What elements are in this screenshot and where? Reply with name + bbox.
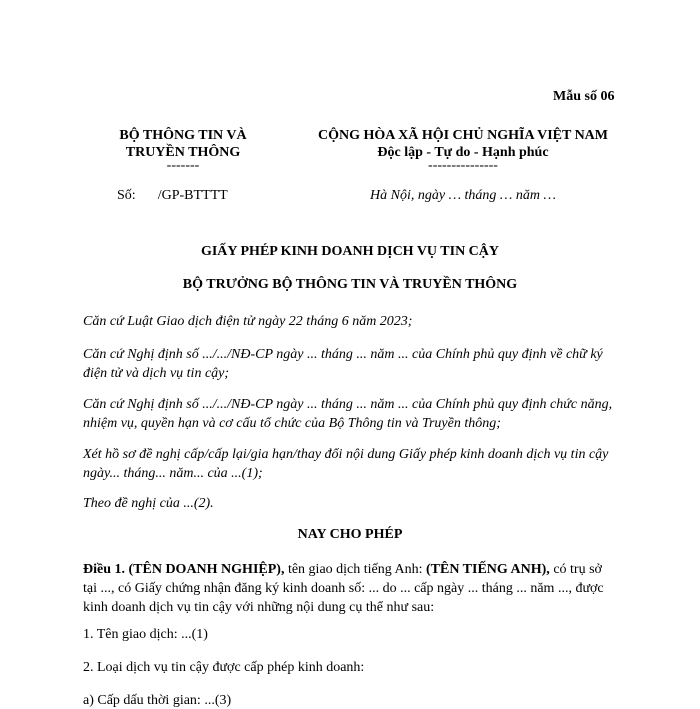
article-1-text-a: tên giao dịch tiếng Anh: — [284, 562, 426, 577]
list-item-service-type: 2. Loại dịch vụ tin cậy được cấp phép kinh doanh: — [83, 660, 365, 675]
national-header — [282, 127, 644, 171]
article-1 — [83, 560, 613, 617]
agency-divider: ------- — [166, 158, 200, 173]
article-1-company: (TÊN DOANH NGHIỆP), — [128, 562, 285, 577]
form-number: Mẫu số 06 — [553, 89, 615, 104]
article-1-english-name: (TÊN TIẾNG ANH), — [425, 562, 550, 577]
national-motto: Độc lập - Tự do - Hạnh phúc — [377, 145, 549, 160]
list-item-trade-name: 1. Tên giao dịch: ...(1) — [83, 627, 208, 642]
national-divider: --------------- — [428, 158, 498, 173]
preamble-proposal: Theo đề nghị của ...(2). — [83, 496, 214, 511]
preamble-law: Căn cứ Luật Giao dịch điện tử ngày 22 tháng 6 năm 2023; — [83, 314, 413, 329]
preamble-dossier: Xét hồ sơ đề nghị cấp/cấp lại/gia hạn/thay đổi nội dung Giấy phép kinh doanh dịch vụ tin cậy ngày... tháng... năm... của ...(1); — [83, 447, 609, 481]
agency-name-line2: TRUYỀN THÔNG — [125, 145, 241, 160]
national-title: CỘNG HÒA XÃ HỘI CHỦ NGHĨA VIỆT NAM — [317, 128, 608, 143]
agency-name-line1: BỘ THÔNG TIN VÀ — [119, 128, 247, 143]
article-1-label: Điều 1. — [83, 562, 125, 577]
issuing-agency-header — [98, 127, 268, 171]
document-number — [117, 188, 228, 204]
document-number-value: /GP-BTTTT — [157, 188, 228, 203]
decision-heading: NAY CHO PHÉP — [297, 527, 403, 542]
authority-title: BỘ TRƯỞNG BỘ THÔNG TIN VÀ TRUYỀN THÔNG — [182, 277, 518, 292]
place-date-line: Hà Nội, ngày … tháng … năm … — [370, 188, 556, 203]
list-item-timestamp: a) Cấp dấu thời gian: ...(3) — [83, 693, 232, 708]
preamble-decree-signature: Căn cứ Nghị định số .../.../NĐ-CP ngày ... tháng ... năm ... của Chính phủ quy định về chữ ký điện tử và dịch vụ tin cậy; — [83, 347, 603, 381]
document-number-label: Số: — [117, 188, 136, 203]
document-title: GIẤY PHÉP KINH DOANH DỊCH VỤ TIN CẬY — [200, 244, 500, 259]
article-1-text-b: có trụ sở tại ..., có Giấy chứng nhận đăng ký kinh doanh số: ... do ... cấp ngày ... tháng ... năm ..., được kinh doanh dịch vụ tin cậy với những nội dung cụ thể như sau: — [83, 562, 604, 615]
preamble-decree-ministry: Căn cứ Nghị định số .../.../NĐ-CP ngày ... tháng ... năm ... của Chính phủ quy định chức năng, nhiệm vụ, quyền hạn và cơ cấu tổ chức của Bộ Thông tin và Truyền thông; — [83, 397, 613, 431]
